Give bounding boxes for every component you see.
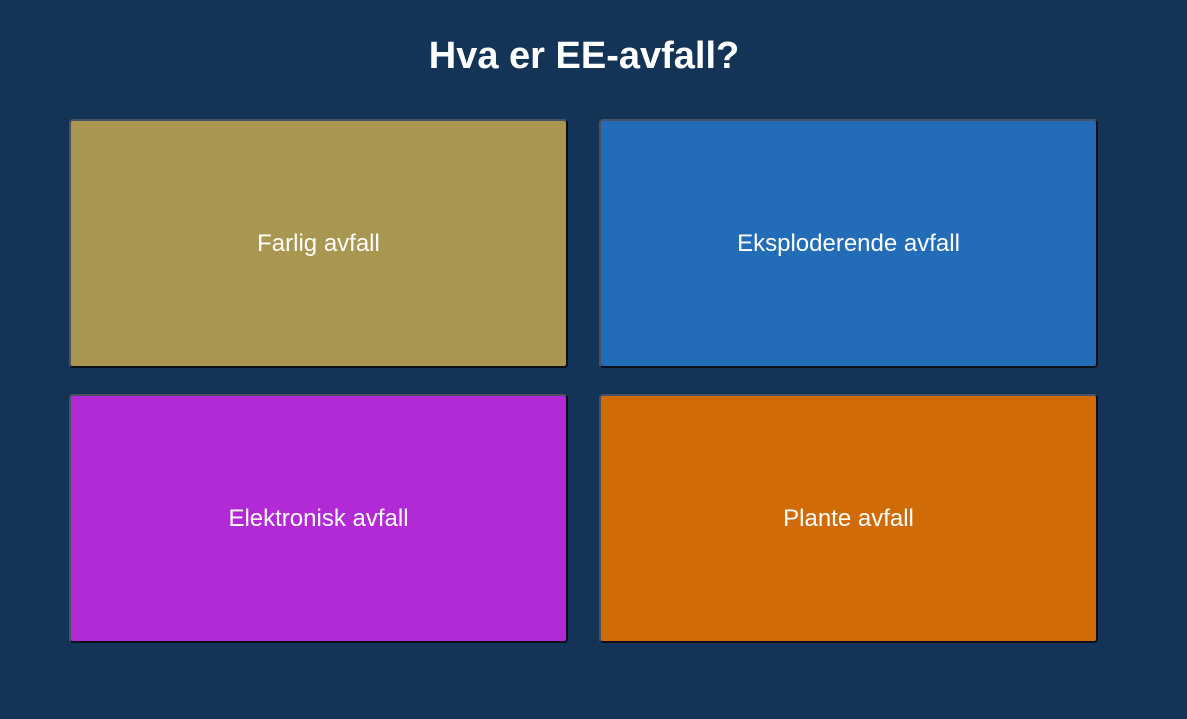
- answer-button-eksploderende-avfall[interactable]: [599, 119, 1098, 368]
- answer-button-elektronisk-avfall[interactable]: [69, 394, 568, 643]
- answer-label: Eksploderende avfall: [737, 229, 960, 257]
- answer-grid: [69, 119, 1099, 719]
- answer-label: Elektronisk avfall: [228, 504, 409, 532]
- answer-button-farlig-avfall[interactable]: [69, 119, 568, 368]
- answer-button-plante-avfall[interactable]: [599, 394, 1098, 643]
- question-title: Hva er EE-avfall?: [428, 35, 740, 77]
- answer-label: Plante avfall: [783, 504, 914, 532]
- answer-label: Farlig avfall: [257, 229, 380, 257]
